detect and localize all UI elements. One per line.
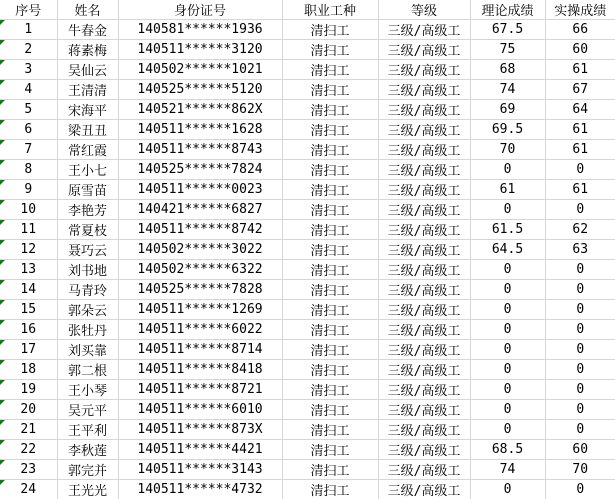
cell-practical-score[interactable]: 0 <box>545 160 615 180</box>
table-row <box>0 240 615 260</box>
cell-id-number[interactable]: 140511******3120 <box>118 40 282 60</box>
table-row <box>0 260 615 280</box>
green-corner-triangle-icon <box>0 320 5 325</box>
column-header-level[interactable]: 等级 <box>378 0 470 20</box>
table-row <box>0 460 615 480</box>
cell-practical-score[interactable]: 0 <box>545 200 615 220</box>
cell-level[interactable]: 三级/高级工 <box>378 480 470 499</box>
cell-level[interactable]: 三级/高级工 <box>378 420 470 440</box>
cell-level[interactable]: 三级/高级工 <box>378 380 470 400</box>
cell-level[interactable]: 三级/高级工 <box>378 160 470 180</box>
cell-id-number[interactable]: 140511******0023 <box>118 180 282 200</box>
green-corner-triangle-icon <box>0 340 5 345</box>
green-corner-triangle-icon <box>0 400 5 405</box>
cell-id-number[interactable]: 140511******8743 <box>118 140 282 160</box>
cell-level[interactable]: 三级/高级工 <box>378 280 470 300</box>
cell-practical-score[interactable]: 61 <box>545 180 615 200</box>
cell-theory-score[interactable]: 61 <box>470 180 545 200</box>
green-corner-triangle-icon <box>0 480 5 485</box>
cell-id-number[interactable]: 140521******862X <box>118 100 282 120</box>
cell-id-number[interactable]: 140511******6010 <box>118 400 282 420</box>
cell-name[interactable]: 李艳芳 <box>57 200 118 220</box>
cell-index[interactable]: 19 <box>0 380 57 400</box>
cell-occupation[interactable]: 清扫工 <box>282 140 378 160</box>
cell-theory-score[interactable]: 70 <box>470 140 545 160</box>
cell-id-number[interactable]: 140502******3022 <box>118 240 282 260</box>
cell-id-number[interactable]: 140511******1628 <box>118 120 282 140</box>
cell-theory-score[interactable]: 68.5 <box>470 440 545 460</box>
cell-id-number[interactable]: 140525******7824 <box>118 160 282 180</box>
cell-occupation[interactable]: 清扫工 <box>282 280 378 300</box>
cell-level[interactable]: 三级/高级工 <box>378 80 470 100</box>
cell-practical-score[interactable]: 60 <box>545 40 615 60</box>
table-row <box>0 20 615 40</box>
cell-name[interactable]: 王小七 <box>57 160 118 180</box>
cell-name[interactable]: 蒋素梅 <box>57 40 118 60</box>
cell-occupation[interactable]: 清扫工 <box>282 400 378 420</box>
cell-theory-score[interactable]: 0 <box>470 360 545 380</box>
cell-index[interactable]: 16 <box>0 320 57 340</box>
cell-index[interactable]: 18 <box>0 360 57 380</box>
cell-name[interactable]: 常夏枝 <box>57 220 118 240</box>
cell-theory-score[interactable]: 0 <box>470 160 545 180</box>
cell-occupation[interactable]: 清扫工 <box>282 480 378 499</box>
cell-practical-score[interactable]: 70 <box>545 460 615 480</box>
table-row <box>0 300 615 320</box>
cell-id-number[interactable]: 140511******8721 <box>118 380 282 400</box>
green-corner-triangle-icon <box>0 460 5 465</box>
cell-index[interactable]: 20 <box>0 400 57 420</box>
cell-level[interactable]: 三级/高级工 <box>378 340 470 360</box>
cell-practical-score[interactable]: 0 <box>545 360 615 380</box>
cell-id-number[interactable]: 140525******7828 <box>118 280 282 300</box>
cell-practical-score[interactable]: 0 <box>545 300 615 320</box>
cell-theory-score[interactable]: 74 <box>470 460 545 480</box>
cell-index[interactable]: 10 <box>0 200 57 220</box>
green-corner-triangle-icon <box>0 20 5 25</box>
green-corner-triangle-icon <box>0 220 5 225</box>
green-corner-triangle-icon <box>0 420 5 425</box>
cell-practical-score[interactable]: 62 <box>545 220 615 240</box>
green-corner-triangle-icon <box>0 300 5 305</box>
cell-index[interactable]: 4 <box>0 80 57 100</box>
cell-name[interactable]: 吴元平 <box>57 400 118 420</box>
cell-level[interactable]: 三级/高级工 <box>378 400 470 420</box>
cell-name[interactable]: 常红霞 <box>57 140 118 160</box>
green-corner-triangle-icon <box>0 140 5 145</box>
cell-level[interactable]: 三级/高级工 <box>378 120 470 140</box>
green-corner-triangle-icon <box>0 440 5 445</box>
cell-occupation[interactable]: 清扫工 <box>282 200 378 220</box>
cell-occupation[interactable]: 清扫工 <box>282 440 378 460</box>
green-corner-triangle-icon <box>0 380 5 385</box>
table-row <box>0 180 615 200</box>
cell-index[interactable]: 3 <box>0 60 57 80</box>
cell-level[interactable]: 三级/高级工 <box>378 460 470 480</box>
cell-practical-score[interactable]: 61 <box>545 120 615 140</box>
green-corner-triangle-icon <box>0 40 5 45</box>
cell-practical-score[interactable]: 67 <box>545 80 615 100</box>
cell-name[interactable]: 梁丑丑 <box>57 120 118 140</box>
cell-level[interactable]: 三级/高级工 <box>378 360 470 380</box>
cell-level[interactable]: 三级/高级工 <box>378 180 470 200</box>
cell-id-number[interactable]: 140525******5120 <box>118 80 282 100</box>
cell-theory-score[interactable]: 67.5 <box>470 20 545 40</box>
table-row <box>0 40 615 60</box>
table-row <box>0 280 615 300</box>
cell-practical-score[interactable]: 0 <box>545 340 615 360</box>
cell-theory-score[interactable]: 0 <box>470 340 545 360</box>
cell-id-number[interactable]: 140511******3143 <box>118 460 282 480</box>
table-row <box>0 140 615 160</box>
cell-index[interactable]: 24 <box>0 480 57 499</box>
cell-level[interactable]: 三级/高级工 <box>378 320 470 340</box>
table-row <box>0 420 615 440</box>
cell-occupation[interactable]: 清扫工 <box>282 260 378 280</box>
cell-occupation[interactable]: 清扫工 <box>282 120 378 140</box>
green-corner-triangle-icon <box>0 200 5 205</box>
green-corner-triangle-icon <box>0 240 5 245</box>
cell-id-number[interactable]: 140511******4421 <box>118 440 282 460</box>
cell-index[interactable]: 7 <box>0 140 57 160</box>
table-row <box>0 80 615 100</box>
header-row <box>0 0 615 20</box>
cell-theory-score[interactable]: 0 <box>470 280 545 300</box>
cell-practical-score[interactable]: 0 <box>545 320 615 340</box>
cell-practical-score[interactable]: 0 <box>545 420 615 440</box>
cell-level[interactable]: 三级/高级工 <box>378 200 470 220</box>
cell-name[interactable]: 郭二根 <box>57 360 118 380</box>
table-header-row <box>0 0 615 20</box>
table-row <box>0 360 615 380</box>
cell-index[interactable]: 9 <box>0 180 57 200</box>
cell-practical-score[interactable]: 66 <box>545 20 615 40</box>
cell-name[interactable]: 刘买靠 <box>57 340 118 360</box>
cell-practical-score[interactable]: 63 <box>545 240 615 260</box>
cell-occupation[interactable]: 清扫工 <box>282 340 378 360</box>
green-corner-triangle-icon <box>0 160 5 165</box>
cell-id-number[interactable]: 140502******6322 <box>118 260 282 280</box>
cell-theory-score[interactable]: 0 <box>470 260 545 280</box>
table-body <box>0 20 615 499</box>
cell-name[interactable]: 李秋莲 <box>57 440 118 460</box>
cell-theory-score[interactable]: 61.5 <box>470 220 545 240</box>
cell-id-number[interactable]: 140511******4732 <box>118 480 282 499</box>
cell-level[interactable]: 三级/高级工 <box>378 440 470 460</box>
cell-id-number[interactable]: 140581******1936 <box>118 20 282 40</box>
cell-occupation[interactable]: 清扫工 <box>282 160 378 180</box>
cell-index[interactable]: 22 <box>0 440 57 460</box>
cell-name[interactable]: 聂巧云 <box>57 240 118 260</box>
cell-practical-score[interactable]: 0 <box>545 480 615 499</box>
cell-name[interactable]: 刘书地 <box>57 260 118 280</box>
cell-name[interactable]: 郭完并 <box>57 460 118 480</box>
cell-name[interactable]: 郭朵云 <box>57 300 118 320</box>
cell-occupation[interactable]: 清扫工 <box>282 360 378 380</box>
cell-theory-score[interactable]: 64.5 <box>470 240 545 260</box>
cell-id-number[interactable]: 140511******8742 <box>118 220 282 240</box>
cell-theory-score[interactable]: 0 <box>470 420 545 440</box>
cell-id-number[interactable]: 140502******1021 <box>118 60 282 80</box>
cell-level[interactable]: 三级/高级工 <box>378 220 470 240</box>
cell-name[interactable]: 王小琴 <box>57 380 118 400</box>
cell-id-number[interactable]: 140511******6022 <box>118 320 282 340</box>
table-row <box>0 340 615 360</box>
column-header-occupation[interactable]: 职业工种 <box>282 0 378 20</box>
table-row <box>0 220 615 240</box>
cell-id-number[interactable]: 140511******873X <box>118 420 282 440</box>
table-row <box>0 440 615 460</box>
table-row <box>0 320 615 340</box>
cell-theory-score[interactable]: 0 <box>470 380 545 400</box>
cell-id-number[interactable]: 140511******1269 <box>118 300 282 320</box>
cell-level[interactable]: 三级/高级工 <box>378 260 470 280</box>
cell-theory-score[interactable]: 0 <box>470 480 545 499</box>
table-row <box>0 200 615 220</box>
cell-name[interactable]: 王清清 <box>57 80 118 100</box>
cell-index[interactable]: 1 <box>0 20 57 40</box>
cell-index[interactable]: 6 <box>0 120 57 140</box>
table-row <box>0 100 615 120</box>
cell-theory-score[interactable]: 69 <box>470 100 545 120</box>
cell-theory-score[interactable]: 75 <box>470 40 545 60</box>
cell-practical-score[interactable]: 0 <box>545 260 615 280</box>
table-row <box>0 480 615 499</box>
cell-index[interactable]: 13 <box>0 260 57 280</box>
cell-index[interactable]: 8 <box>0 160 57 180</box>
cell-index[interactable]: 15 <box>0 300 57 320</box>
cell-practical-score[interactable]: 0 <box>545 380 615 400</box>
column-header-name[interactable]: 姓名 <box>57 0 118 20</box>
cell-practical-score[interactable]: 0 <box>545 400 615 420</box>
cell-name[interactable]: 马青玲 <box>57 280 118 300</box>
cell-theory-score[interactable]: 0 <box>470 200 545 220</box>
cell-theory-score[interactable]: 74 <box>470 80 545 100</box>
cell-occupation[interactable]: 清扫工 <box>282 460 378 480</box>
cell-index[interactable]: 2 <box>0 40 57 60</box>
cell-name[interactable]: 王平利 <box>57 420 118 440</box>
cell-name[interactable]: 宋海平 <box>57 100 118 120</box>
cell-name[interactable]: 牛春金 <box>57 20 118 40</box>
cell-id-number[interactable]: 140511******8714 <box>118 340 282 360</box>
cell-level[interactable]: 三级/高级工 <box>378 60 470 80</box>
cell-index[interactable]: 5 <box>0 100 57 120</box>
cell-id-number[interactable]: 140421******6827 <box>118 200 282 220</box>
cell-occupation[interactable]: 清扫工 <box>282 20 378 40</box>
cell-practical-score[interactable]: 0 <box>545 280 615 300</box>
cell-occupation[interactable]: 清扫工 <box>282 180 378 200</box>
cell-occupation[interactable]: 清扫工 <box>282 80 378 100</box>
cell-level[interactable]: 三级/高级工 <box>378 140 470 160</box>
cell-index[interactable]: 11 <box>0 220 57 240</box>
green-corner-triangle-icon <box>0 280 5 285</box>
cell-level[interactable]: 三级/高级工 <box>378 100 470 120</box>
cell-index[interactable]: 14 <box>0 280 57 300</box>
cell-occupation[interactable]: 清扫工 <box>282 320 378 340</box>
table-row <box>0 60 615 80</box>
cell-occupation[interactable]: 清扫工 <box>282 240 378 260</box>
cell-index[interactable]: 12 <box>0 240 57 260</box>
green-corner-triangle-icon <box>0 360 5 365</box>
green-corner-triangle-icon <box>0 260 5 265</box>
cell-occupation[interactable]: 清扫工 <box>282 300 378 320</box>
cell-id-number[interactable]: 140511******8418 <box>118 360 282 380</box>
cell-practical-score[interactable]: 64 <box>545 100 615 120</box>
cell-level[interactable]: 三级/高级工 <box>378 240 470 260</box>
cell-index[interactable]: 17 <box>0 340 57 360</box>
cell-level[interactable]: 三级/高级工 <box>378 300 470 320</box>
table-row <box>0 160 615 180</box>
cell-theory-score[interactable]: 0 <box>470 400 545 420</box>
cell-level[interactable]: 三级/高级工 <box>378 40 470 60</box>
cell-index[interactable]: 23 <box>0 460 57 480</box>
column-header-practical-score[interactable]: 实操成绩 <box>545 0 615 20</box>
column-header-theory-score[interactable]: 理论成绩 <box>470 0 545 20</box>
cell-occupation[interactable]: 清扫工 <box>282 100 378 120</box>
green-corner-triangle-icon <box>0 180 5 185</box>
cell-name[interactable]: 原雪苗 <box>57 180 118 200</box>
green-corner-triangle-icon <box>0 60 5 65</box>
table-row <box>0 120 615 140</box>
cell-occupation[interactable]: 清扫工 <box>282 420 378 440</box>
table-row <box>0 380 615 400</box>
cell-level[interactable]: 三级/高级工 <box>378 20 470 40</box>
green-corner-triangle-icon <box>0 100 5 105</box>
cell-practical-score[interactable]: 61 <box>545 60 615 80</box>
column-header-index[interactable]: 序号 <box>0 0 57 20</box>
green-corner-triangle-icon <box>0 120 5 125</box>
cell-theory-score[interactable]: 0 <box>470 300 545 320</box>
cell-occupation[interactable]: 清扫工 <box>282 380 378 400</box>
cell-name[interactable]: 王光光 <box>57 480 118 499</box>
cell-theory-score[interactable]: 68 <box>470 60 545 80</box>
cell-name[interactable]: 吴仙云 <box>57 60 118 80</box>
cell-occupation[interactable]: 清扫工 <box>282 60 378 80</box>
cell-occupation[interactable]: 清扫工 <box>282 40 378 60</box>
green-corner-triangle-icon <box>0 80 5 85</box>
cell-theory-score[interactable]: 69.5 <box>470 120 545 140</box>
cell-theory-score[interactable]: 0 <box>470 320 545 340</box>
cell-practical-score[interactable]: 60 <box>545 440 615 460</box>
column-header-id-number[interactable]: 身份证号 <box>118 0 282 20</box>
cell-occupation[interactable]: 清扫工 <box>282 220 378 240</box>
cell-practical-score[interactable]: 61 <box>545 140 615 160</box>
table-row <box>0 400 615 420</box>
cell-name[interactable]: 张牡丹 <box>57 320 118 340</box>
cell-index[interactable]: 21 <box>0 420 57 440</box>
